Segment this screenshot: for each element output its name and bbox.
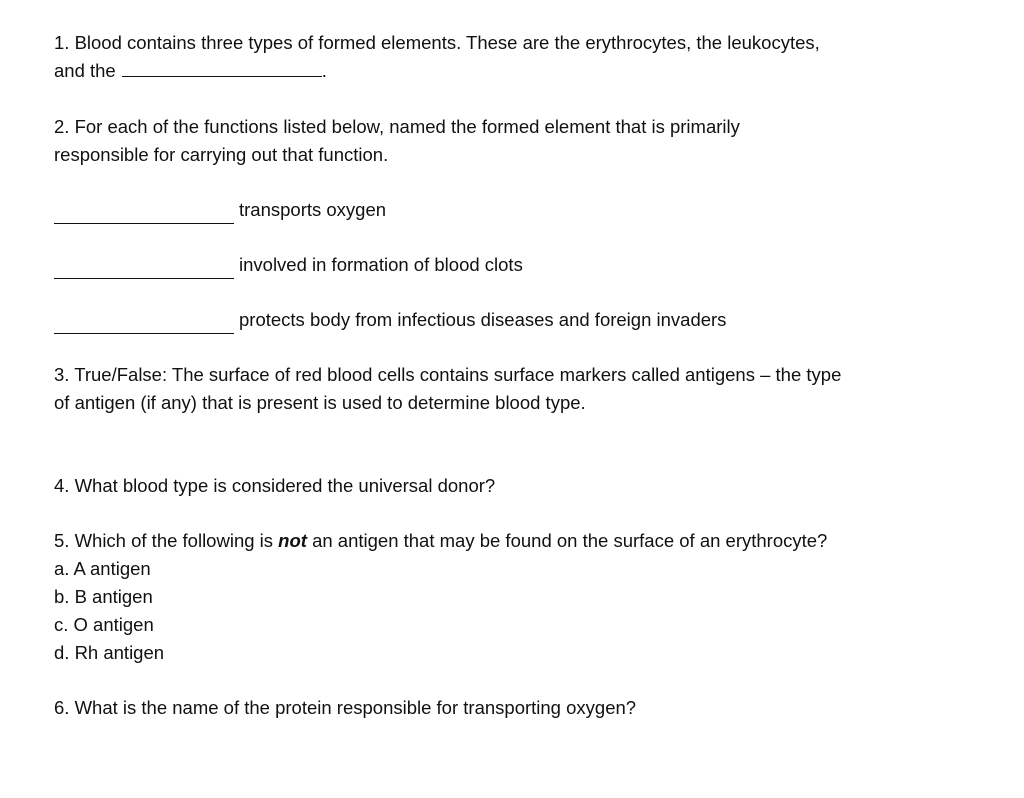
- function-item: [54, 196, 994, 224]
- question-5-prefix: 5. Which of the following is: [54, 530, 274, 551]
- answer-blank-2c[interactable]: [54, 313, 234, 334]
- question-6: 6. What is the name of the protein responsible for transporting oxygen?: [54, 697, 637, 718]
- question-5-emphasis: not: [278, 530, 307, 551]
- question-3-line-2: of antigen (if any) that is present is used to determine blood type.: [54, 392, 586, 413]
- worksheet: [54, 29, 994, 722]
- option-b[interactable]: b. B antigen: [54, 586, 153, 607]
- answer-blank-2a[interactable]: [54, 203, 234, 224]
- question-1-line-1: 1. Blood contains three types of formed elements. These are the erythrocytes, the leukocytes,: [54, 32, 820, 53]
- question-3: [54, 361, 994, 417]
- question-1: [54, 29, 994, 85]
- function-label: involved in formation of blood clots: [239, 254, 523, 275]
- function-item: [54, 251, 994, 279]
- question-1-suffix: .: [321, 60, 327, 81]
- question-5-stem: [54, 527, 994, 555]
- question-5: [54, 527, 994, 667]
- question-3-line-1: 3. True/False: The surface of red blood cells contains surface markers called antigens – the type: [54, 364, 842, 385]
- question-1-prefix: and the: [54, 60, 116, 81]
- answer-blank-1[interactable]: [122, 58, 322, 77]
- option-d[interactable]: d. Rh antigen: [54, 642, 165, 663]
- answer-blank-2b[interactable]: [54, 258, 234, 279]
- question-5-suffix: an antigen that may be found on the surface of an erythrocyte?: [312, 530, 828, 551]
- question-1-line-2: [54, 57, 994, 85]
- question-2-line-2: responsible for carrying out that function.: [54, 144, 389, 165]
- question-2: [54, 113, 994, 334]
- function-item: [54, 306, 994, 334]
- option-c[interactable]: c. O antigen: [54, 614, 154, 635]
- question-4: 4. What blood type is considered the universal donor?: [54, 475, 496, 496]
- question-2-line-1: 2. For each of the functions listed below, named the formed element that is primarily: [54, 116, 740, 137]
- function-label: protects body from infectious diseases and foreign invaders: [239, 309, 727, 330]
- function-label: transports oxygen: [239, 199, 387, 220]
- option-a[interactable]: a. A antigen: [54, 558, 151, 579]
